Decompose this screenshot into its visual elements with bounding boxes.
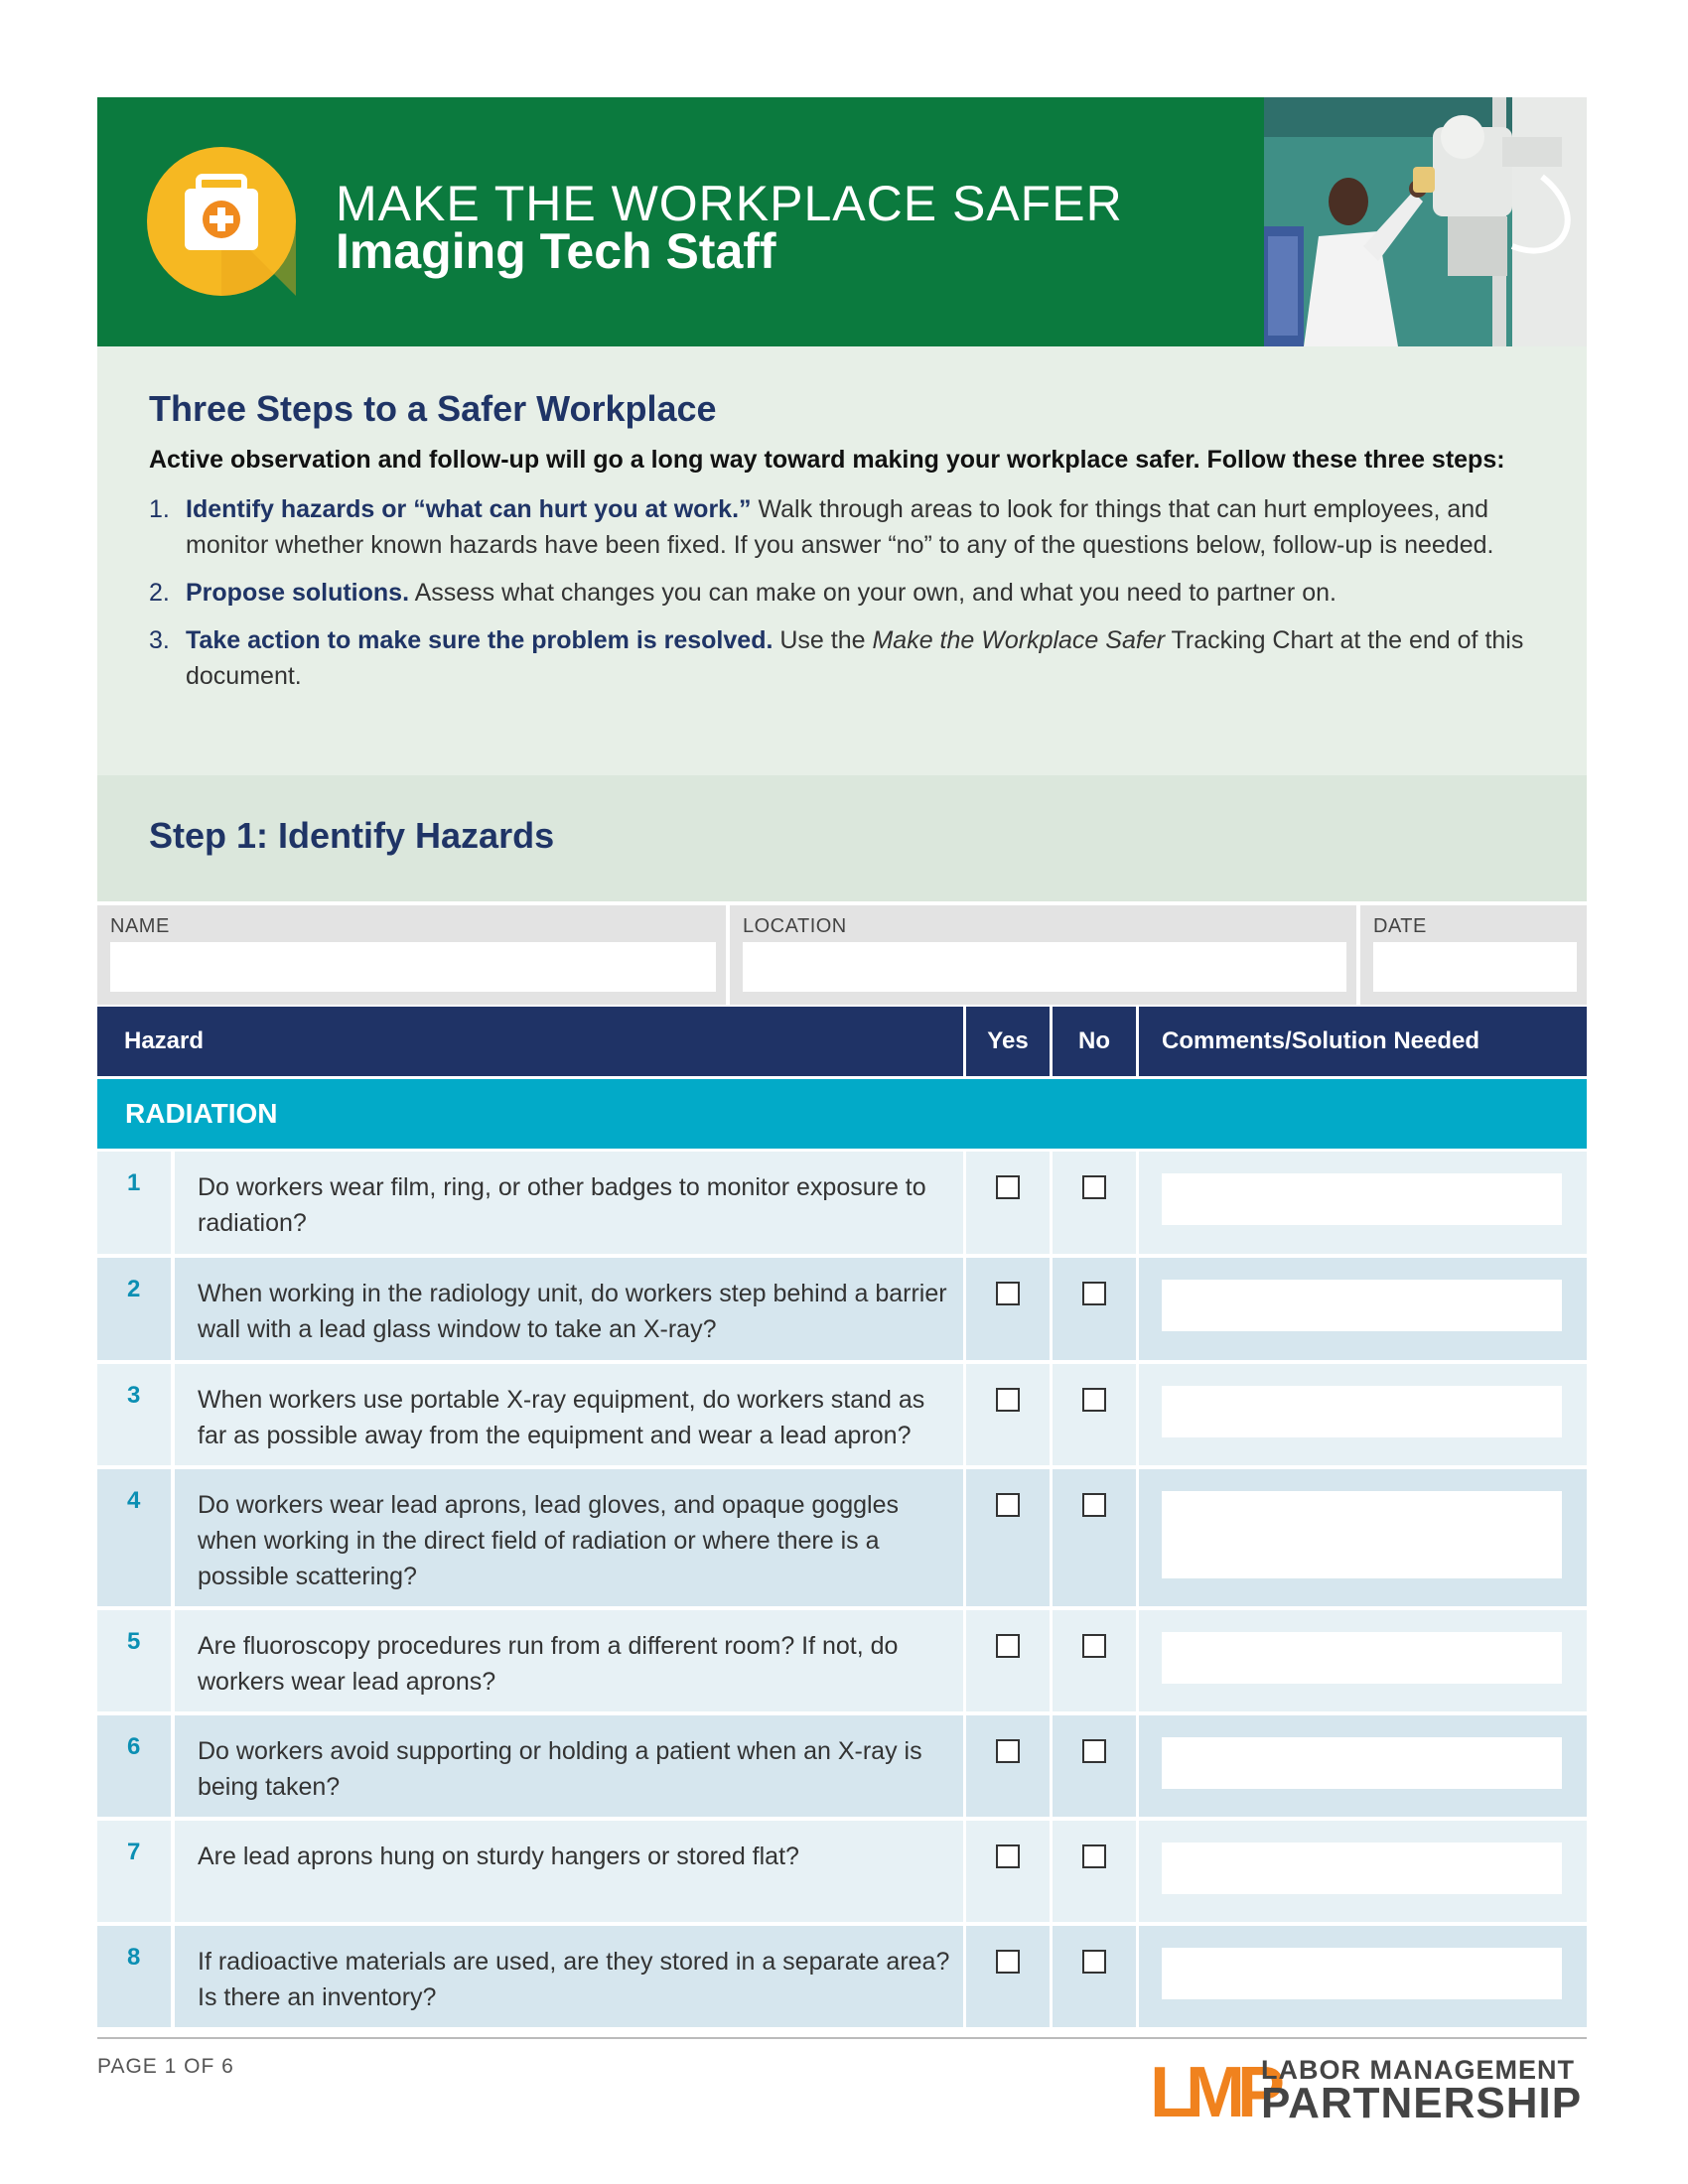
comment-field[interactable]	[1162, 1173, 1562, 1225]
question-text: Do workers avoid supporting or holding a patient when an X-ray is being taken?	[198, 1737, 922, 1801]
header-yes: Yes	[966, 1007, 1050, 1076]
row-number-cell	[97, 1469, 171, 1606]
step-bold-text: Propose solutions.	[186, 579, 410, 607]
intro-heading: Three Steps to a Safer Workplace	[149, 388, 717, 429]
comment-cell	[1139, 1610, 1587, 1711]
step-item	[149, 622, 1539, 694]
question-cell	[175, 1364, 963, 1465]
question-cell	[175, 1469, 963, 1606]
no-checkbox[interactable]	[1082, 1844, 1106, 1868]
comment-cell	[1139, 1926, 1587, 2027]
header-banner	[97, 97, 1587, 346]
first-aid-kit-icon	[147, 147, 296, 296]
row-number-cell	[97, 1926, 171, 2027]
intro-lead: Active observation and follow-up will go a long way toward making your workplace safer. Follow these three steps:	[149, 446, 1505, 474]
question-text: Are lead aprons hung on sturdy hangers or stored flat?	[198, 1843, 799, 1870]
no-checkbox[interactable]	[1082, 1739, 1106, 1763]
question-cell	[175, 1926, 963, 2027]
question-text: Are fluoroscopy procedures run from a different room? If not, do workers wear lead aprons?	[198, 1632, 899, 1696]
yes-checkbox[interactable]	[996, 1844, 1020, 1868]
question-cell	[175, 1258, 963, 1360]
yes-checkbox[interactable]	[996, 1175, 1020, 1199]
question-cell	[175, 1610, 963, 1711]
no-checkbox[interactable]	[1082, 1388, 1106, 1412]
no-checkbox[interactable]	[1082, 1175, 1106, 1199]
date-label: DATE	[1373, 915, 1427, 937]
footer-divider	[97, 2037, 1587, 2039]
yes-checkbox[interactable]	[996, 1388, 1020, 1412]
no-checkbox[interactable]	[1082, 1950, 1106, 1974]
location-field[interactable]	[743, 942, 1346, 992]
row-number: 3	[127, 1382, 141, 1409]
no-cell	[1053, 1152, 1136, 1254]
yes-checkbox[interactable]	[996, 1739, 1020, 1763]
steps-list	[149, 491, 1539, 706]
row-number-cell	[97, 1364, 171, 1465]
table-row	[97, 1258, 1587, 1360]
row-number-cell	[97, 1610, 171, 1711]
no-cell	[1053, 1364, 1136, 1465]
yes-checkbox[interactable]	[996, 1282, 1020, 1305]
header-hazard: Hazard	[97, 1007, 963, 1076]
question-text: If radioactive materials are used, are they stored in a separate area? Is there an inventory?	[198, 1948, 950, 2011]
comment-field[interactable]	[1162, 1737, 1562, 1789]
no-checkbox[interactable]	[1082, 1282, 1106, 1305]
page-title: MAKE THE WORKPLACE SAFER	[336, 176, 1123, 231]
page-number: PAGE 1 OF 6	[97, 2055, 234, 2078]
comment-field[interactable]	[1162, 1491, 1562, 1578]
row-number-cell	[97, 1258, 171, 1360]
comment-cell	[1139, 1258, 1587, 1360]
comment-cell	[1139, 1715, 1587, 1817]
yes-cell	[966, 1610, 1050, 1711]
yes-cell	[966, 1152, 1050, 1254]
question-text: Do workers wear film, ring, or other badges to monitor exposure to radiation?	[198, 1173, 926, 1237]
step-item	[149, 575, 1539, 611]
question-cell	[175, 1152, 963, 1254]
comment-cell	[1139, 1821, 1587, 1922]
date-field[interactable]	[1373, 942, 1577, 992]
lmp-logo-icon	[1150, 2053, 1277, 2132]
table-row	[97, 1821, 1587, 1922]
comment-cell	[1139, 1152, 1587, 1254]
no-cell	[1053, 1926, 1136, 2027]
table-row	[97, 1715, 1587, 1817]
yes-checkbox[interactable]	[996, 1634, 1020, 1658]
yes-cell	[966, 1364, 1050, 1465]
comment-field[interactable]	[1162, 1843, 1562, 1894]
row-number: 7	[127, 1839, 141, 1865]
yes-cell	[966, 1926, 1050, 2027]
step1-heading: Step 1: Identify Hazards	[149, 815, 555, 856]
row-number: 8	[127, 1944, 141, 1971]
section-radiation	[97, 1079, 1587, 1149]
table-row	[97, 1469, 1587, 1606]
table-header	[97, 1007, 1587, 1076]
row-number: 2	[127, 1276, 141, 1302]
section-title: RADIATION	[125, 1098, 278, 1129]
info-row	[97, 905, 1587, 1005]
name-field[interactable]	[110, 942, 716, 992]
no-checkbox[interactable]	[1082, 1634, 1106, 1658]
row-number: 5	[127, 1628, 141, 1655]
name-label: NAME	[110, 915, 170, 937]
comment-field[interactable]	[1162, 1280, 1562, 1331]
step-bold-text: Take action to make sure the problem is resolved.	[186, 626, 774, 654]
question-text: Do workers wear lead aprons, lead gloves, and opaque goggles when working in the direct field of radiation or where there is a possible scattering?	[198, 1491, 900, 1590]
comment-cell	[1139, 1469, 1587, 1606]
yes-cell	[966, 1821, 1050, 1922]
no-checkbox[interactable]	[1082, 1493, 1106, 1517]
question-text: When workers use portable X-ray equipment, do workers stand as far as possible away from the equipment and wear a lead apron?	[198, 1386, 925, 1449]
row-number: 1	[127, 1169, 141, 1196]
step-number: 3.	[149, 626, 170, 654]
location-cell	[730, 905, 1356, 1005]
question-text: When working in the radiology unit, do workers step behind a barrier wall with a lead glass window to take an X-ray?	[198, 1280, 947, 1343]
comment-field[interactable]	[1162, 1948, 1562, 1999]
date-cell	[1360, 905, 1587, 1005]
table-row	[97, 1152, 1587, 1254]
no-cell	[1053, 1610, 1136, 1711]
no-cell	[1053, 1258, 1136, 1360]
yes-cell	[966, 1258, 1050, 1360]
header-comments: Comments/Solution Needed	[1139, 1007, 1587, 1076]
step-bold-text: Identify hazards or “what can hurt you at work.”	[186, 495, 752, 523]
question-cell	[175, 1821, 963, 1922]
no-cell	[1053, 1469, 1136, 1606]
step-text: Use the	[773, 626, 873, 654]
location-label: LOCATION	[743, 915, 847, 937]
header-photo	[1264, 97, 1587, 346]
table-row	[97, 1610, 1587, 1711]
step-text: Assess what changes you can make on your own, and what you need to partner on.	[409, 579, 1336, 607]
step-text: Walk through areas to look for things that can hurt employees, and monitor whether known hazards have been fixed. If you answer “no” to any of the questions below, follow-up is needed.	[186, 495, 1494, 559]
table-row	[97, 1926, 1587, 2027]
page-subtitle: Imaging Tech Staff	[336, 223, 776, 279]
table-row	[97, 1364, 1587, 1465]
org-name-line2: PARTNERSHIP	[1261, 2079, 1583, 2127]
header-no: No	[1053, 1007, 1136, 1076]
name-cell	[97, 905, 726, 1005]
step-item	[149, 491, 1539, 563]
yes-cell	[966, 1469, 1050, 1606]
comment-field[interactable]	[1162, 1386, 1562, 1437]
row-number-cell	[97, 1152, 171, 1254]
comment-cell	[1139, 1364, 1587, 1465]
lmp-logo-mark: LMP	[1150, 2053, 1277, 2132]
row-number: 4	[127, 1487, 141, 1514]
intro-panel	[97, 346, 1587, 775]
row-number-cell	[97, 1821, 171, 1922]
yes-checkbox[interactable]	[996, 1950, 1020, 1974]
step-text: Tracking Chart at the end of this document.	[186, 626, 1524, 690]
no-cell	[1053, 1715, 1136, 1817]
comment-field[interactable]	[1162, 1632, 1562, 1684]
step1-banner	[97, 775, 1587, 901]
row-number-cell	[97, 1715, 171, 1817]
question-cell	[175, 1715, 963, 1817]
row-number: 6	[127, 1733, 141, 1760]
step-number: 2.	[149, 579, 170, 607]
no-cell	[1053, 1821, 1136, 1922]
yes-cell	[966, 1715, 1050, 1817]
yes-checkbox[interactable]	[996, 1493, 1020, 1517]
step-number: 1.	[149, 495, 170, 523]
step-italic-text: Make the Workplace Safer	[872, 626, 1166, 654]
org-name-line1: LABOR MANAGEMENT	[1261, 2055, 1575, 2085]
